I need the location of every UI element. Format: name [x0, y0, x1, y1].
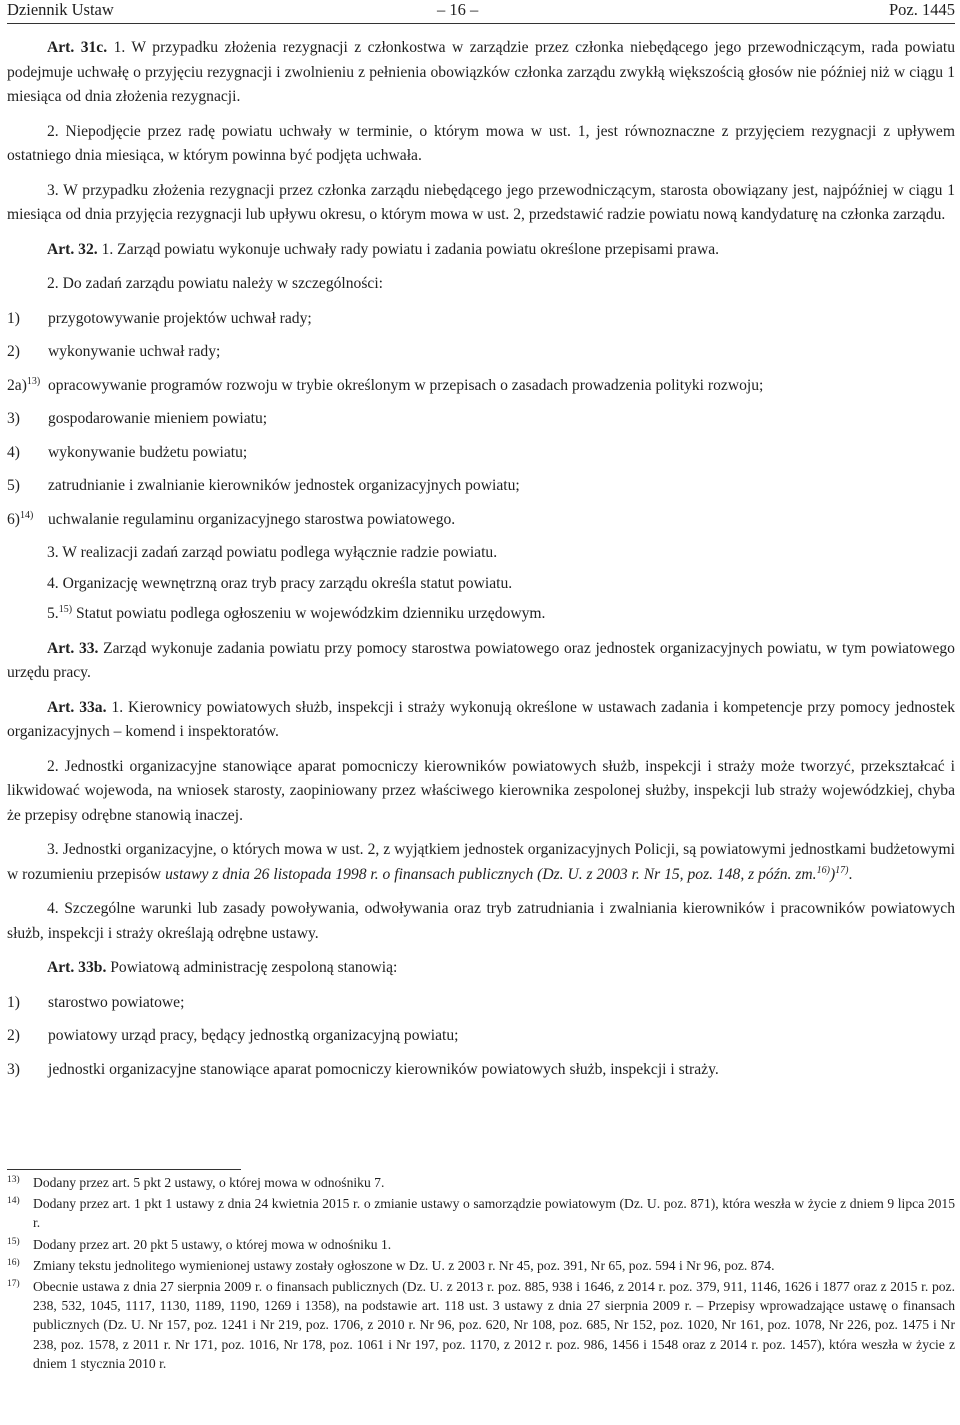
footnote-ref: 17): [835, 864, 849, 876]
page-number: – 16 –: [437, 0, 479, 19]
art31c-p3: 3. W przypadku złożenia rezygnacji przez członka zarządu niebędącego jego przewodniczącym, starosta obowiązany jest, najpóźniej w ciągu 1 miesiąca od dnia przyjęcia rezygnacji lub upływu okresu, o którym mowa w ust. 2, przedstawić radzie powiatu nową kandydaturę na członka zarządu.: [7, 181, 955, 223]
art31c-p1: Art. 31c. 1. W przypadku złożenia rezygnacji z członkostwa w zarządzie przez członka niebędącego jego przewodniczącym, rada powiatu podejmuje uchwałę o przyjęciu rezygnacji i zwolnieniu z pełnienia obowiązków członka zarządu zwykłą większością głosów nie później niż w ciągu 1 miesiąca od dnia złożenia rezygnacji.: [7, 39, 955, 105]
art33b-intro: Art. 33b. Powiatową administrację zespoloną stanowią:: [47, 959, 398, 976]
art33b-label: Art. 33b.: [47, 959, 107, 976]
list-item: 6)$^{14)}$ uchwalanie regulaminu organizacyjnego starostwa powiatowego.: [7, 509, 456, 528]
art31c-label: Art. 31c.: [47, 39, 108, 56]
art32-task-list: [7, 307, 955, 533]
art31c-p2: 2. Niepodjęcie przez radę powiatu uchwały w terminie, o którym mowa w ust. 1, jest równoznaczne z przyjęciem rezygnacji z upływem ostatniego dnia miesiąca, w którym powinna być podjęta uchwała.: [7, 122, 955, 164]
art32-p2: 2. Do zadań zarządu powiatu należy w szczególności:: [47, 275, 383, 292]
footnote-divider: [7, 1169, 241, 1170]
footnote-ref: 16): [816, 864, 830, 876]
list-item: 3) gospodarowanie mieniem powiatu;: [7, 410, 268, 427]
art33a-p2: 2. Jednostki organizacyjne stanowiące aparat pomocniczy kierowników powiatowych służb, inspekcji i straży może tworzyć, przekształcać i likwidować wojewoda, na wniosek starosty, zaopiniowany przez właściwego kierownika zespolonej służby, inspekcji lub straży wojewódzkiej, chyba że przepisy odrębne stanowią inaczej.: [7, 757, 955, 824]
art32-p4: 4. Organizację wewnętrzną oraz tryb pracy zarządu określa statut powiatu.: [47, 574, 513, 592]
list-item: 3) jednostki organizacyjne stanowiące aparat pomocniczy kierowników powiatowych służb, inspekcji i straży.: [7, 1060, 719, 1078]
art33a-label: Art. 33a.: [47, 698, 107, 716]
position-number: Poz. 1445: [889, 0, 955, 19]
art33a-p4: 4. Szczególne warunki lub zasady powoływania, odwoływania oraz tryb zatrudniania i zwalniania kierowników i pracowników powiatowych służb, inspekcji i straży określają odrębne ustawy.: [7, 900, 955, 942]
art33a-p3: 3. Jednostki organizacyjne, o których mowa w ust. 2, z wyjątkiem jednostek organizacyjnych Policji, są powiatowymi jednostkami budżetowymi w rozumieniu przepisów ustawy z dnia 26 listopada 1998 r. o finansach publicznych (Dz. U. z 2003 r. Nr 15, poz. 148, z późn. zm.$^{16)}$)$^{17)}$.: [7, 841, 955, 883]
document-body: [7, 36, 955, 1091]
page-header: [7, 0, 955, 22]
list-item: 5) zatrudnianie i zwalnianie kierowników jednostek organizacyjnych powiatu;: [7, 477, 520, 494]
art32-p5: 5.$^{15)}$ Statut powiatu podlega ogłoszeniu w wojewódzkim dzienniku urzędowym.: [47, 604, 546, 622]
art33a-p1: Art. 33a. 1. Kierownicy powiatowych służb, inspekcji i straży wykonują określone w ustawach zadania i kompetencje przy pomocy jednostek organizacyjnych – komend i inspektoratów.: [7, 698, 955, 740]
footnote: 13) Dodany przez art. 5 pkt 2 ustawy, o której mowa w odnośniku 7.: [7, 1175, 385, 1190]
art32-p3: 3. W realizacji zadań zarząd powiatu podlega wyłącznie radzie powiatu.: [47, 544, 498, 561]
art32-p1: Art. 32. 1. Zarząd powiatu wykonuje uchwały rady powiatu i zadania powiatu określone przepisami prawa.: [47, 240, 720, 258]
header-divider: [7, 23, 955, 24]
footnote: 15) Dodany przez art. 20 pkt 5 ustawy, o której mowa w odnośniku 1.: [7, 1236, 392, 1252]
list-item: 2a)$^{13)}$ opracowywanie programów rozwoju w trybie określonym w przepisach o zasadach prowadzenia polityki rozwoju;: [7, 375, 764, 394]
list-item: 2) wykonywanie uchwał rady;: [7, 343, 221, 360]
list-item: 4) wykonywanie budżetu powiatu;: [7, 443, 248, 461]
footnote: 14) Dodany przez art. 1 pkt 1 ustawy z dnia 24 kwietnia 2015 r. o zmianie ustawy o samorządzie powiatowym (Dz. U. poz. 871), która weszła w życie z dniem 9 lipca 2015 r.: [7, 1196, 955, 1231]
list-item: 1) starostwo powiatowe;: [7, 993, 185, 1011]
art33-text: Art. 33. Zarząd wykonuje zadania powiatu przy pomocy starostwa powiatowego oraz jednostek organizacyjnych powiatu, w tym powiatowego urzędu pracy.: [7, 639, 955, 681]
art33-label: Art. 33.: [47, 639, 99, 657]
list-item: 2) powiatowy urząd pracy, będący jednostką organizacyjną powiatu;: [7, 1027, 459, 1044]
art33b-list: [7, 991, 955, 1083]
list-item: 1) przygotowywanie projektów uchwał rady;: [7, 309, 312, 327]
cited-act: ustawy z dnia 26 listopada 1998 r. o finansach publicznych (Dz. U. z 2003 r. Nr 15, poz. 148, z późn. zm.$^{16)}$)$^{17)}$: [165, 864, 849, 883]
footnote-ref: 15): [58, 604, 73, 615]
art32-label: Art. 32.: [47, 240, 98, 258]
footnote: 17) Obecnie ustawa z dnia 27 sierpnia 2009 r. o finansach publicznych (Dz. U. z 2013 r. poz. 885, 938 i 1646, z 2014 r. poz. 379, 911, 1146, 1626 i 1877 oraz z 2015 r. poz. 238, 532, 1045, 1117, 1130, 1189, 1190, 1269 i 1358), na podstawie art. 118 ust. 3 ustawy z dnia 27 sierpnia 2009 r. – Przepisy wprowadzające ustawę o finansach publicznych (Dz. U. Nr 157, poz. 1241 i Nr 219, poz. 1706, z 2010 r. Nr 96, poz. 620, Nr 108, poz. 685, Nr 152, poz. 1020, Nr 161, poz. 1078, Nr 226, poz. 1475 i Nr 238, poz. 1578, z 2011 r. Nr 171, poz. 1016, Nr 178, poz. 1061 i Nr 197, poz. 1170, z 2012 r. poz. 986, 1456 i 1548 oraz z 2014 r. poz. 1457), która weszła w życie z dniem 1 stycznia 2010 r.: [7, 1279, 955, 1371]
footnote: 16) Zmiany tekstu jednolitego wymienionej ustawy zostały ogłoszone w Dz. U. z 2003 r. Nr 45, poz. 391, Nr 65, poz. 594 i Nr 96, poz. 874.: [7, 1257, 775, 1273]
journal-title: Dziennik Ustaw: [7, 0, 114, 19]
footnotes: [7, 1173, 955, 1375]
